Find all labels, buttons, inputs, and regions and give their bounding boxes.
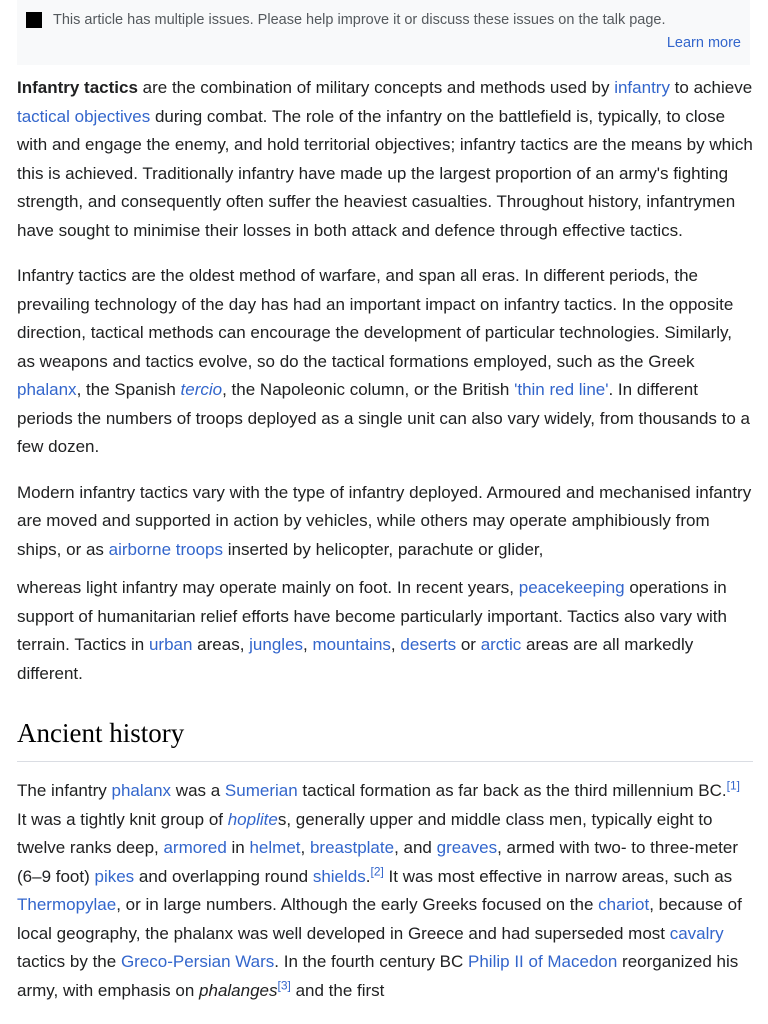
link-thermopylae[interactable]: Thermopylae [17, 895, 117, 914]
ancient-history-paragraph [17, 777, 753, 1005]
text: , the Napoleonic column, or the British [222, 380, 515, 399]
link-hoplite[interactable] [228, 810, 278, 829]
intro-paragraph-2 [17, 262, 753, 462]
text: , because of local geography, the phalanx was well developed in Greece and had superseded most [17, 895, 742, 943]
link-thin-red-line[interactable]: 'thin red line' [514, 380, 609, 399]
citation-2[interactable]: [2] [370, 863, 384, 878]
link-infantry[interactable]: infantry [614, 78, 670, 97]
section-heading-ancient-history: Ancient history [17, 718, 753, 762]
text: , [303, 635, 313, 654]
intro-paragraph-3 [17, 479, 753, 565]
text: reorganized his army, with emphasis on [17, 952, 739, 1000]
text: Infantry tactics are the oldest method of warfare, and span all eras. In different periods, the prevailing technology of the day has had an important impact on infantry tactics. In the opposite direction, tactical methods can encourage the development of particular technologies. Similarly, as weapons and tactics evolve, so do the tactical formations employed, such as the Greek [17, 266, 734, 371]
text: and the first [290, 980, 385, 1000]
text: , or in large numbers. Although the early Greeks focused on the [116, 895, 599, 914]
link-helmet[interactable]: helmet [249, 838, 301, 857]
hoplite-italic: hoplite [227, 809, 278, 829]
text: whereas light infantry may operate mainly on foot. In recent years, [17, 578, 519, 597]
link-chariot[interactable]: chariot [598, 895, 650, 914]
link-breastplate[interactable]: breastplate [309, 838, 395, 857]
text: and overlapping round [134, 866, 313, 886]
text: tactics by the [17, 952, 121, 971]
intro-paragraph-1 [17, 74, 753, 245]
text: tactical formation as far back as the third millennium BC. [297, 781, 727, 800]
citation-1[interactable]: [1] [726, 778, 740, 793]
link-greaves[interactable]: greaves [436, 838, 498, 857]
text: It was most effective in narrow areas, such as [383, 866, 733, 886]
text: during combat. The role of the infantry on the battlefield is, typically, to close with and engage the enemy, and hold territorial objectives; infantry tactics are the means by which this is achieved. Traditionally infantry have made up the largest proportion of an army's fighting strength, and consequently often suffer the heaviest casualties. Throughout history, infantrymen have sought to minimise their losses in both attack and defence through effective tactics. [17, 106, 753, 240]
text: operations in support of humanitarian relief efforts have become particularly important. Tactics also vary with terrain. Tactics in [17, 578, 727, 654]
phalanges-italic: phalanges [199, 980, 278, 1000]
link-tactical-objectives[interactable]: tactical objectives [17, 106, 151, 126]
text: was a [171, 781, 225, 800]
link-philip-ii-of-macedon[interactable]: Philip II of Macedon [468, 952, 618, 971]
text: . [365, 866, 371, 886]
text: inserted by helicopter, parachute or glider, [223, 539, 544, 559]
multiple-issues-notice [17, 0, 750, 65]
link-phalanx[interactable]: phalanx [111, 781, 172, 800]
text: , [390, 635, 401, 654]
link-deserts[interactable]: deserts [400, 635, 457, 654]
notice-text: This article has multiple issues. Please help improve it or discuss these issues on the talk page. [53, 12, 666, 28]
text: . In the fourth century BC [274, 952, 469, 971]
link-arctic[interactable]: arctic [480, 635, 522, 654]
text: to achieve [669, 78, 753, 97]
text: . In different periods the numbers of troops deployed as a single unit can also vary widely, from thousands to a few dozen. [17, 380, 750, 456]
article-content [17, 74, 753, 1005]
text: s, generally upper and middle class men, typically eight to twelve ranks deep, [17, 809, 713, 857]
link-shields[interactable]: shields [312, 866, 366, 886]
text: or [456, 635, 481, 654]
text: Modern infantry tactics vary with the type of infantry deployed. Armoured and mechanised infantry are moved and supported in action by vehicles, while others may operate amphibiously from ships, or as [17, 482, 752, 559]
citation-3[interactable]: [3] [277, 977, 291, 992]
link-mountains[interactable]: mountains [312, 635, 391, 654]
link-jungles[interactable]: jungles [249, 635, 304, 654]
link-pikes[interactable]: pikes [94, 866, 135, 886]
text: in [226, 838, 250, 857]
learn-more-link[interactable]: Learn more [666, 35, 741, 51]
text: are the combination of military concepts and methods used by [137, 78, 615, 97]
text: , armed with two- to three-meter (6–9 foot) [17, 838, 739, 886]
article-title-bold: Infantry tactics [17, 78, 138, 97]
text: The infantry [17, 781, 112, 800]
text: , the Spanish [76, 380, 181, 399]
tercio-italic: tercio [180, 380, 223, 399]
notice-box-icon [26, 12, 42, 28]
text: It was a tightly knit group of [17, 809, 228, 829]
link-airborne-troops[interactable]: airborne troops [108, 539, 223, 559]
link-peacekeeping[interactable]: peacekeeping [518, 578, 625, 597]
link-armored[interactable]: armored [163, 838, 227, 857]
link-urban[interactable]: urban [148, 635, 193, 654]
link-cavalry[interactable]: cavalry [669, 923, 724, 943]
link-greco-persian-wars[interactable]: Greco-Persian Wars [120, 952, 275, 971]
link-phalanx[interactable]: phalanx [17, 380, 77, 399]
text: , and [394, 838, 437, 857]
text: areas, [192, 635, 250, 654]
link-sumerian[interactable]: Sumerian [224, 781, 298, 800]
link-tercio[interactable] [181, 380, 223, 399]
text: , [300, 838, 310, 857]
text: areas are all markedly different. [17, 635, 694, 683]
intro-paragraph-4 [17, 574, 753, 688]
